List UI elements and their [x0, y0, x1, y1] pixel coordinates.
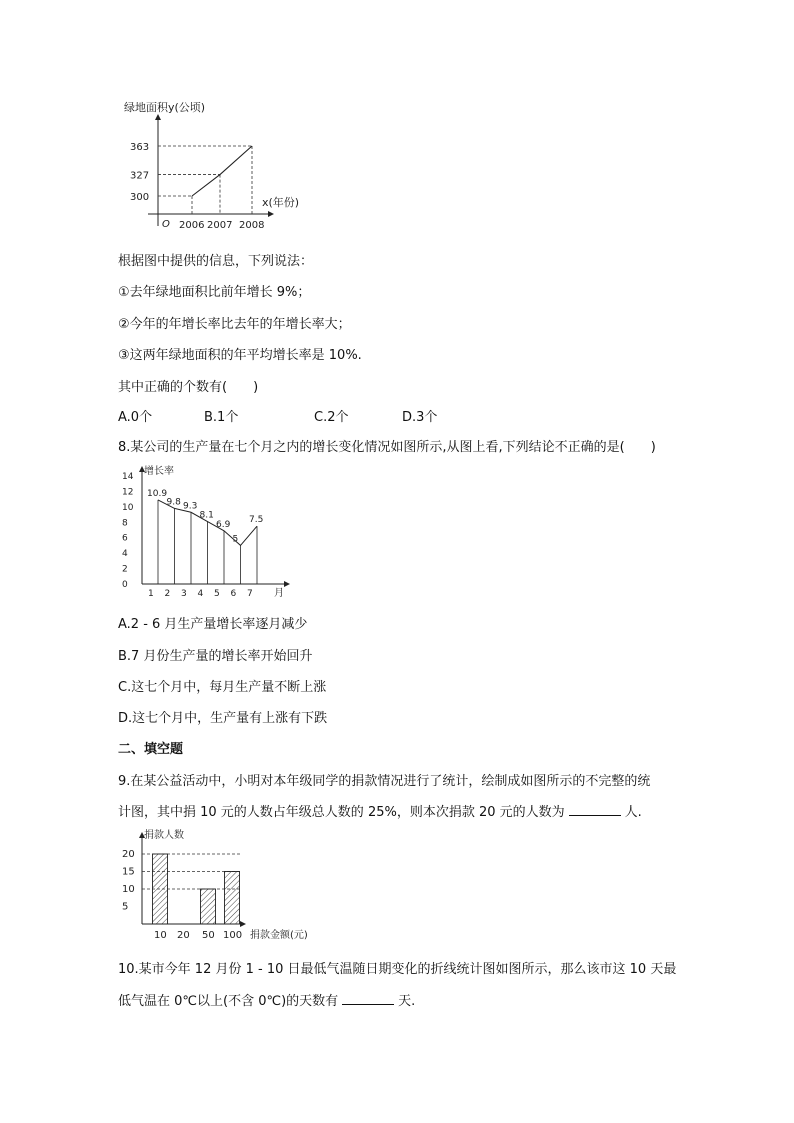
- fig2-ytick-label: 6: [122, 533, 128, 544]
- fig3-ytick-label: 20: [122, 849, 135, 860]
- q10-line-2: [118, 990, 415, 1009]
- fig2-xtick-label: 5: [214, 589, 220, 598]
- q10-text-after-blank: 天.: [398, 994, 416, 1009]
- fig2-value-label: 7.5: [249, 515, 264, 526]
- q8-option-d[interactable]: D.这七个月中，生产量有上涨有下跌: [118, 711, 328, 726]
- fig1-xtick-label: 2006: [179, 220, 205, 231]
- q9-line-1: 9.在某公益活动中，小明对本年级同学的捐款情况进行了统计，绘制成如图所示的不完整的统: [118, 774, 651, 789]
- q7-option-b[interactable]: B.1个: [204, 410, 239, 425]
- q8-option-c[interactable]: C.这七个月中，每月生产量不断上涨: [118, 680, 327, 695]
- fig3-ytick-label: 5: [122, 901, 129, 913]
- fig3-xtick-label: 10: [154, 930, 167, 941]
- fig1-series-line: [192, 146, 252, 196]
- fig2-xtick-label: 7: [247, 589, 253, 598]
- fig3-bar: [153, 854, 168, 924]
- q7-statement-2: ②今年的年增长率比去年的年增长率大；: [118, 317, 351, 332]
- fig1-origin: O: [162, 219, 170, 230]
- fig1-x-axis-label: x(年份): [262, 196, 300, 209]
- q8-question: 8.某公司的生产量在七个月之内的增长变化情况如图所示,从图上看,下列结论不正确的是( ): [118, 440, 656, 455]
- fig1-ytick-label: 363: [130, 142, 150, 153]
- fig2-ytick-label: 14: [122, 472, 134, 482]
- q8-option-b[interactable]: B.7 月份生产量的增长率开始回升: [118, 649, 313, 664]
- fig2-x-arrow: [284, 581, 290, 587]
- fig1-ytick-label: 300: [130, 192, 150, 203]
- fig1-y-axis-label: 绿地面积y(公顷): [124, 101, 206, 114]
- fig2-xtick-label: 1: [148, 589, 154, 598]
- fig2-value-label: 9.3: [183, 501, 198, 512]
- fig2-value-label: 6.9: [216, 519, 231, 530]
- fig2-xtick-label: 3: [181, 589, 187, 598]
- fig2-ytick-label: 10: [122, 502, 134, 513]
- fig1-xtick-label: 2008: [239, 220, 265, 231]
- q9-text-before-blank: 计图，其中捐 10 元的人数占年级总人数的 25%，则本次捐款 20 元的人数为: [118, 805, 565, 820]
- fig2-value-label: 5: [232, 534, 239, 545]
- q7-option-a[interactable]: A.0个: [118, 410, 153, 425]
- fig2-ytick-label: 8: [122, 518, 128, 529]
- q7-question: 其中正确的个数有( ): [118, 380, 259, 395]
- q7-statement-1: ①去年绿地面积比前年增长 9%；: [118, 285, 311, 300]
- q10-text-before-blank: 低气温在 0℃以上(不含 0℃)的天数有: [118, 994, 339, 1009]
- fig3-x-arrow: [240, 921, 246, 927]
- fig2-xtick-label: 6: [230, 589, 237, 598]
- fig1-y-arrow: [155, 114, 161, 120]
- fig3-bar: [225, 872, 240, 925]
- q10-line-1: 10.某市今年 12 月份 1 - 10 日最低气温随日期变化的折线统计图如图所示，那么该市这 10 天最: [118, 962, 677, 977]
- fig1-ytick-label: 327: [130, 170, 150, 182]
- fig2-x-axis-label: 月: [274, 588, 284, 598]
- fig1-xtick-label: 2007: [207, 220, 233, 231]
- fig2-ytick-label: 12: [122, 487, 134, 498]
- fig3-xtick-label: 50: [202, 930, 215, 941]
- fig2-value-label: 8.1: [199, 510, 214, 521]
- fig2-ytick-label: 0: [122, 580, 128, 590]
- q9-answer-blank[interactable]: [569, 803, 621, 816]
- section-title-fill-in: 二、填空题: [118, 742, 184, 757]
- q10-answer-blank[interactable]: [342, 992, 394, 1005]
- fig3-ytick-label: 10: [122, 884, 135, 895]
- fig3-bar: [201, 889, 216, 924]
- fig2-xtick-label: 4: [197, 589, 204, 598]
- fig2-ytick-label: 2: [122, 564, 128, 575]
- fig2-value-label: 9.8: [166, 497, 181, 508]
- fig2-y-axis-label: 增长率: [144, 466, 174, 477]
- fig1-x-arrow: [268, 211, 274, 217]
- q9-text-after-blank: 人.: [624, 805, 642, 820]
- fig3-y-axis-label: 捐款人数: [144, 830, 184, 841]
- q7-option-c[interactable]: C.2个: [314, 410, 349, 425]
- fig2-xtick-label: 2: [164, 589, 171, 598]
- q7-option-d[interactable]: D.3个: [402, 410, 438, 425]
- fig2-ytick-label: 4: [122, 549, 128, 560]
- q7-statement-3: ③这两年绿地面积的年平均增长率是 10%.: [118, 348, 362, 363]
- fig3-ytick-label: 15: [122, 866, 135, 878]
- q9-line-2: [118, 801, 642, 820]
- q8-option-a[interactable]: A.2 - 6 月生产量增长率逐月减少: [118, 617, 308, 632]
- figure-green-area: [118, 96, 318, 236]
- figure-growth-rate: [118, 462, 298, 598]
- fig3-xtick-label: 20: [177, 930, 190, 941]
- fig3-xtick-label: 100: [223, 930, 243, 941]
- fig3-x-axis-label: 捐款金额(元): [250, 930, 308, 941]
- q7-intro: 根据图中提供的信息，下列说法：: [118, 254, 314, 269]
- fig2-value-label: 10.9: [147, 488, 168, 499]
- figure-donation-bars: [118, 826, 328, 942]
- q7-options: [118, 406, 437, 425]
